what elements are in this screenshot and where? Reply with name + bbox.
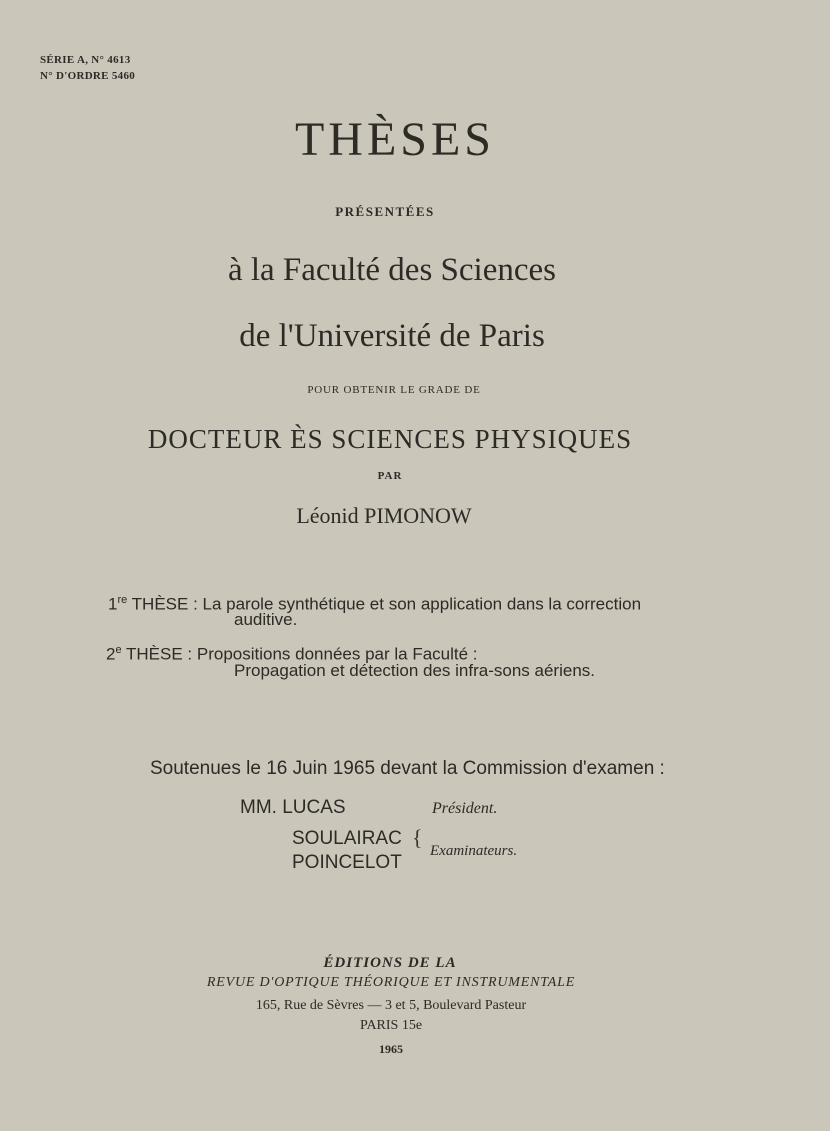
first-thesis bbox=[108, 590, 641, 615]
second-thesis-number: 2 bbox=[106, 644, 116, 664]
faculty-line: à la Faculté des Sciences bbox=[227, 252, 557, 288]
defense-statement: Soutenues le 16 Juin 1965 devant la Commission d'examen : bbox=[150, 758, 665, 779]
degree-title: DOCTEUR ÈS SCIENCES PHYSIQUES bbox=[147, 424, 633, 454]
first-thesis-suffix: re bbox=[117, 594, 128, 606]
committee-member-poincelot: POINCELOT bbox=[292, 852, 402, 873]
author-name: Léonid PIMONOW bbox=[296, 503, 472, 528]
first-thesis-number: 1 bbox=[108, 594, 118, 614]
by-label: PAR bbox=[377, 470, 403, 482]
main-title: THÈSES bbox=[294, 113, 495, 166]
publisher-line: ÉDITIONS DE LA bbox=[323, 955, 457, 971]
second-thesis-suffix: e bbox=[115, 644, 122, 656]
examiners-role: Examinateurs. bbox=[430, 843, 518, 859]
first-thesis-label: THÈSE : bbox=[127, 594, 203, 614]
second-thesis-title: Propagation et détection des infra-sons aériens. bbox=[234, 661, 596, 680]
series-number: SÉRIE A, N° 4613 bbox=[40, 54, 131, 66]
publisher-city: PARIS 15e bbox=[359, 1018, 423, 1033]
presented-label: PRÉSENTÉES bbox=[335, 204, 435, 219]
series-info bbox=[40, 52, 135, 84]
university-line: de l'Université de Paris bbox=[239, 318, 545, 354]
second-thesis-intro: Propositions données par la Faculté : bbox=[196, 644, 478, 664]
publication-year: 1965 bbox=[379, 1042, 403, 1056]
degree-intro: POUR OBTENIR LE GRADE DE bbox=[307, 384, 481, 396]
first-thesis-title-continued: auditive. bbox=[234, 610, 298, 629]
committee-member-soulairac: SOULAIRAC bbox=[292, 828, 402, 849]
president-role: Président. bbox=[432, 800, 498, 817]
committee-president-name: MM. LUCAS bbox=[240, 797, 346, 818]
second-thesis-label: THÈSE : bbox=[121, 644, 197, 664]
publisher-address: 165, Rue de Sèvres — 3 et 5, Boulevard Pasteur bbox=[255, 998, 527, 1013]
first-thesis-title: La parole synthétique et son application dans la correction bbox=[202, 594, 642, 614]
examiners-brace: { bbox=[412, 825, 423, 850]
publisher-journal: REVUE D'OPTIQUE THÉORIQUE ET INSTRUMENTALE bbox=[206, 975, 576, 990]
order-number: N° D'ORDRE 5460 bbox=[40, 70, 136, 82]
